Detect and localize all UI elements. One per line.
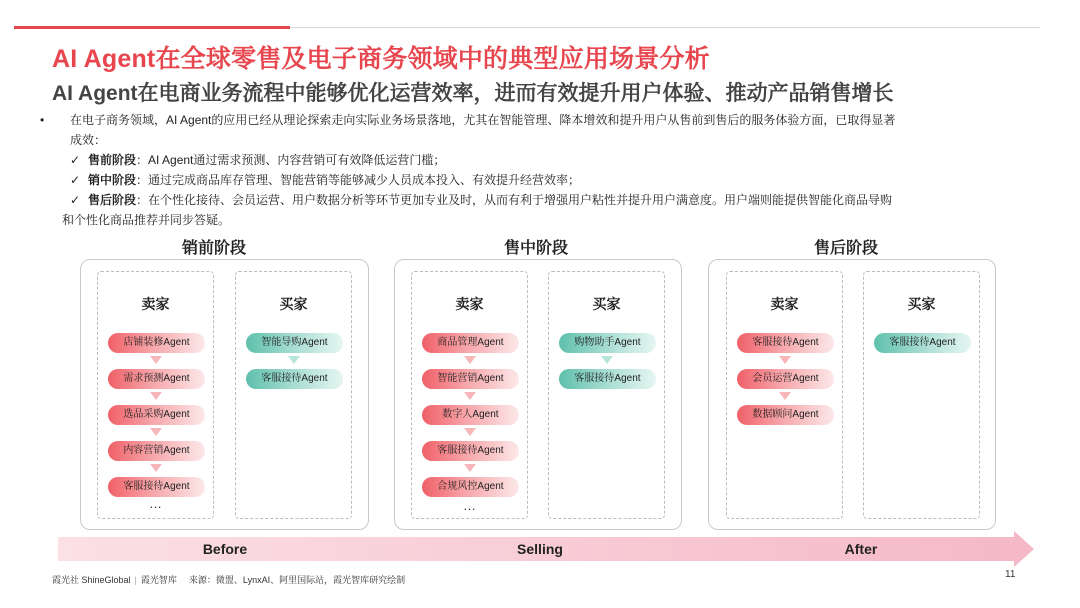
buyer-column [548,271,665,519]
flow-arrow-icon [150,464,162,472]
agent-pill: 客服接待Agent [874,333,971,353]
footer-divider: | [134,575,137,585]
agent-pill: 购物助手Agent [559,333,656,353]
buyer-column-head: 买家 [592,296,621,312]
item-keyword: 售前阶段 [88,153,137,167]
header-divider [290,27,1040,28]
check-icon: ✓ [70,153,81,167]
check-icon: ✓ [70,173,81,187]
flow-arrow-icon [464,356,476,364]
check-icon: ✓ [70,193,81,207]
flow-arrow-icon [150,428,162,436]
flow-arrow-icon [464,392,476,400]
item-text: ：在个性化接待、会员运营、用户数据分析等环节更加专业及时，从而有利于增强用户粘性并提升用户满意度。用户端则能提供智能化商品导购 [136,193,893,207]
agent-pill: 选品采购Agent [108,405,205,425]
item-keyword: 销中阶段 [88,173,137,187]
stage-panel-presale [80,259,369,530]
timeline-label-after: After [844,541,878,557]
flow-arrow-icon [779,356,791,364]
footer-source: 来源：微盟、LynxAI、阿里国际站，霞光智库研究绘制 [188,575,406,585]
footer-brand-think-tank: 霞光智库 [140,575,177,585]
intro-item-aftersale [70,190,1030,210]
intro-item-presale [70,150,1030,170]
item-text: ：通过完成商品库存管理、智能营销等能够减少人员成本投入、有效提升经营效率； [136,173,581,187]
flow-arrow-icon [464,464,476,472]
bullet-dot: • [40,113,45,127]
timeline-label-selling: Selling [517,541,563,557]
agent-pill: 数字人Agent [422,405,519,425]
flow-arrow-icon [288,356,300,364]
flow-arrow-icon [779,392,791,400]
seller-column-head: 卖家 [770,296,799,312]
item-keyword: 售后阶段 [88,193,137,207]
agent-pill: 智能营销Agent [422,369,519,389]
buyer-column [235,271,352,519]
agent-pill: 客服接待Agent [559,369,656,389]
seller-column [411,271,528,519]
seller-column [726,271,843,519]
timeline-label-before: Before [202,541,248,557]
flow-arrow-icon [150,356,162,364]
item-text: ：AI Agent通过需求预测、内容营销可有效降低运营门槛； [136,153,446,167]
more-ellipsis: … [463,498,476,513]
intro-paragraph-line-2: 成效： [70,133,107,147]
flow-arrow-icon [601,356,613,364]
stage-panel-selling [394,259,682,530]
buyer-column-head: 买家 [279,296,308,312]
stage-title-presale: 销前阶段 [181,240,246,257]
intro-paragraph-line-1: 在电子商务领域，AI Agent的应用已经从理论探索走向实际业务场景落地，尤其在智能管理、降本增效和提升用户从售前到售后的服务体验方面，已取得显著 [70,113,896,127]
agent-pill: 客服接待Agent [422,441,519,461]
agent-pill: 内容营销Agent [108,441,205,461]
page-number: 11 [1005,569,1016,580]
page-subtitle: AI Agent在电商业务流程中能够优化运营效率，进而有效提升用户体验、推动产品销售增长 [52,82,894,105]
footer-brand-shineglobal: 霞光社 ShineGlobal [52,575,131,585]
agent-pill: 店铺装修Agent [108,333,205,353]
agent-pill: 客服接待Agent [246,369,343,389]
seller-column [97,271,214,519]
agent-pill: 智能导购Agent [246,333,343,353]
header-accent-rule [14,26,290,29]
page-title: AI Agent在全球零售及电子商务领域中的典型应用场景分析 [52,45,710,73]
seller-column-head: 卖家 [455,296,484,312]
agent-pill: 客服接待Agent [108,477,205,497]
more-ellipsis: … [149,496,162,511]
intro-section [40,110,1030,230]
stage-panel-aftersale [708,259,996,530]
agent-pill: 合规风控Agent [422,477,519,497]
agent-pill: 商品管理Agent [422,333,519,353]
agent-pill: 会员运营Agent [737,369,834,389]
intro-item-continuation: 和个性化商品推荐并同步答疑。 [62,213,231,227]
buyer-column-head: 买家 [907,296,936,312]
agent-pill: 客服接待Agent [737,333,834,353]
stage-title-aftersale: 售后阶段 [813,240,878,257]
footer [52,573,405,586]
flow-arrow-icon [150,392,162,400]
agent-pill: 需求预测Agent [108,369,205,389]
intro-item-selling [70,170,1030,190]
flow-arrow-icon [464,428,476,436]
buyer-column [863,271,980,519]
seller-column-head: 卖家 [141,296,170,312]
stage-title-selling: 售中阶段 [503,240,568,257]
agent-pill: 数据顾问Agent [737,405,834,425]
